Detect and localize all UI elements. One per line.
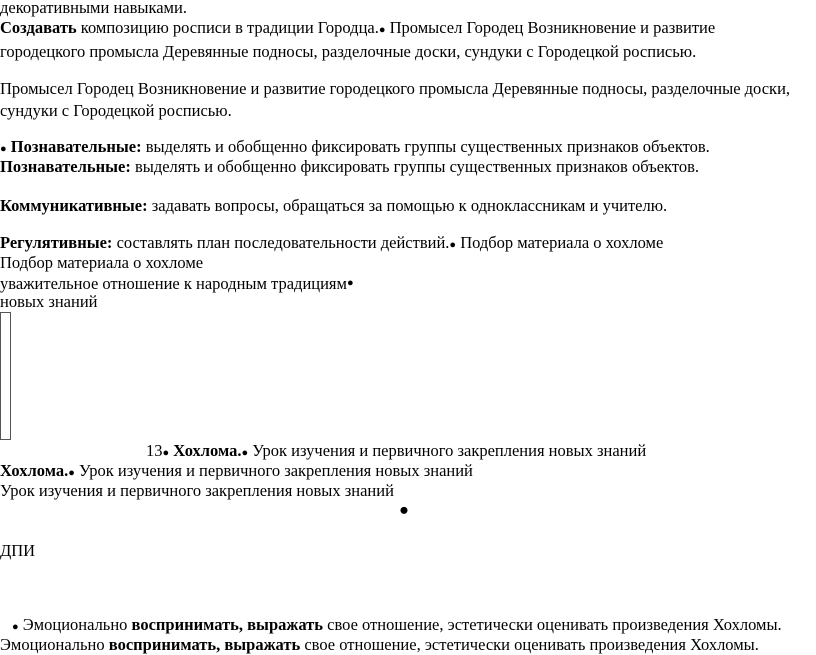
bullet-icon: ● [378,24,386,36]
text-line: ДПИ [0,541,36,560]
text-line: Создавать композицию росписи в традиции Городца.● Промысел Городец Возникновение и развитие [0,18,716,37]
bullet-icon: ● [12,621,19,633]
text-line: декоративными навыками. [0,0,187,17]
bullet-icon: ● [241,447,249,459]
text-line: сундуки с Городецкой росписью. [0,101,232,120]
bullet-icon: ● [449,239,457,251]
text-line: Коммуникативные: задавать вопросы, обращаться за помощью к одноклассникам и учителю. [0,196,668,215]
bullet-icon: ● [346,277,354,289]
text-line: городецкого промысла Деревянные подносы, разделочные доски, сундуки с Городецкой росписью. [0,42,697,61]
bullet-icon: ● [0,143,7,155]
bullet-icon: ● [162,447,170,459]
text-line: Регулятивные: составлять план последовательности действий.● Подбор материала о хохломе [0,233,664,252]
bullet-icon: ● [399,500,409,519]
text-line: Подбор материала о хохломе [0,253,204,272]
text-line: ● Познавательные: выделять и обобщенно фиксировать группы существенных признаков объектов. [0,137,710,156]
bullet-icon: ● [68,467,75,479]
text-line: Урок изучения и первичного закрепления новых знаний [0,481,394,500]
text-line: новых знаний [0,292,98,311]
text-line: ● Эмоционально воспринимать, выражать свое отношение, эстетически оценивать произведения Хохломы. [12,615,782,634]
text-line: Познавательные: выделять и обобщенно фиксировать группы существенных признаков объектов. [0,157,700,176]
text-line: Хохлома.● Урок изучения и первичного закрепления новых знаний [0,461,473,480]
text-line: Промысел Городец Возникновение и развитие городецкого промысла Деревянные подносы, разделочные доски, [0,79,791,98]
empty-frame [0,312,11,440]
text-line: уважительное отношение к народным традициям● [0,274,354,293]
text-line: 13● Хохлома.● Урок изучения и первичного закрепления новых знаний [146,441,647,460]
text-line: Эмоционально воспринимать, выражать свое отношение, эстетически оценивать произведения Хохломы. [0,635,759,654]
